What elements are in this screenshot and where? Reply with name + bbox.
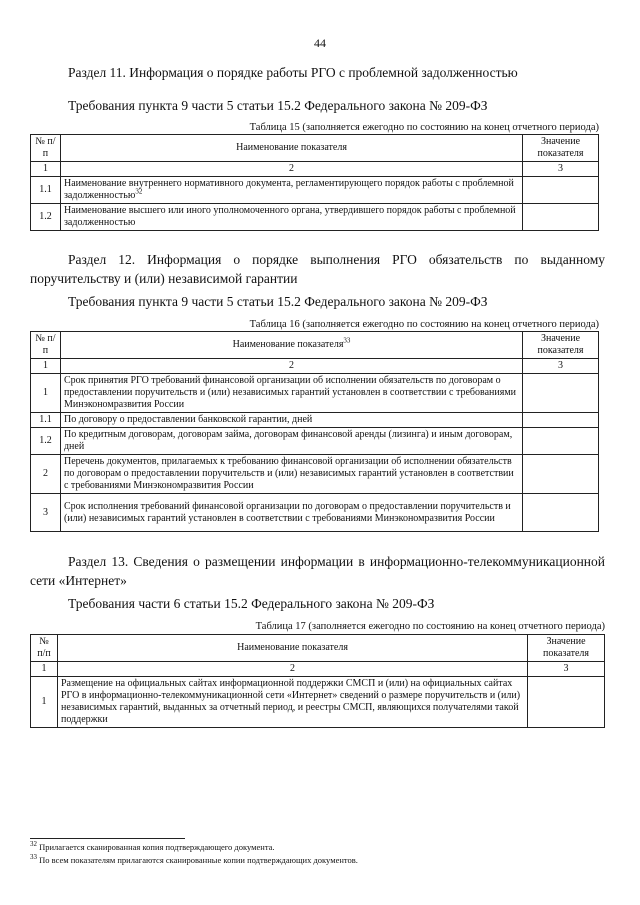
row-num: 2 <box>31 455 61 494</box>
footnote-mark: 33 <box>30 853 37 862</box>
table-16-caption: Таблица 16 (заполняется ежегодно по состоянию на конец отчетного периода) <box>249 319 599 330</box>
table-row <box>31 204 599 231</box>
row-num: 1.1 <box>31 177 61 204</box>
col-number: 1 <box>31 162 61 177</box>
section-13-requirements: Требования части 6 статьи 15.2 Федерального закона № 209-ФЗ <box>68 596 435 611</box>
row-num: 1.1 <box>31 413 61 428</box>
header-value: Значение показателя <box>523 135 599 162</box>
row-name: Наименование внутреннего нормативного документа, регламентирующего порядок работы с проблемной задолженностью$^{32}$ <box>60 177 522 204</box>
row-value <box>528 677 605 728</box>
row-name: Срок исполнения требований финансовой организации по договорам о предоставлении поручительств и (или) независимых гарантий установлен в соответствии с требованиями Минэкономразвития России <box>60 494 522 532</box>
row-name: По договору о предоставлении банковской гарантии, дней <box>60 413 522 428</box>
row-value <box>523 177 599 204</box>
footnote-mark: 32 <box>30 840 37 849</box>
row-name: Перечень документов, прилагаемых к требованию финансовой организации об исполнении обязательств по договорам о предоставлении поручительств и (или) независимых гарантий установлен в соответствии с требованиями Минэкономразвития России <box>60 455 522 494</box>
table-15 <box>30 134 599 231</box>
table-row <box>31 455 599 494</box>
col-number: 2 <box>60 162 522 177</box>
section-11-title: Раздел 11. Информация о порядке работы РГО с проблемной задолженностью <box>68 65 518 80</box>
row-num: 1 <box>31 677 58 728</box>
column-number-row <box>31 162 599 177</box>
footnote-ref: 32 <box>135 187 143 196</box>
table-header-row <box>31 332 599 359</box>
table-header-row <box>31 635 605 662</box>
table-row <box>31 494 599 532</box>
table-17 <box>30 634 605 728</box>
footnote-separator <box>30 838 185 839</box>
col-number: 2 <box>60 359 522 374</box>
row-name: По кредитным договорам, договорам займа, договорам финансовой аренды (лизинга) и иным договорам, дней <box>60 428 522 455</box>
header-num: № п/п <box>31 135 61 162</box>
col-number: 3 <box>523 162 599 177</box>
header-name: Наименование показателя <box>60 135 522 162</box>
column-number-row <box>31 359 599 374</box>
column-number-row <box>31 662 605 677</box>
table-row <box>31 177 599 204</box>
header-num: № п/п <box>31 635 58 662</box>
row-num: 3 <box>31 494 61 532</box>
header-value: Значение показателя <box>523 332 599 359</box>
row-value <box>523 455 599 494</box>
row-value <box>523 428 599 455</box>
table-15-caption: Таблица 15 (заполняется ежегодно по состоянию на конец отчетного периода) <box>249 122 599 133</box>
row-num: 1.2 <box>31 204 61 231</box>
table-row <box>31 677 605 728</box>
section-13-title: Раздел 13. Сведения о размещении информации в информационно-телекоммуникационной сети «Интернет» <box>30 554 605 588</box>
table-row <box>31 428 599 455</box>
table-16 <box>30 331 599 532</box>
col-number: 3 <box>528 662 605 677</box>
section-11-requirements: Требования пункта 9 части 5 статьи 15.2 Федерального закона № 209-ФЗ <box>68 98 488 113</box>
section-12-title: Раздел 12. Информация о порядке выполнения РГО обязательств по выданному поручительству и (или) независимой гарантии <box>30 252 605 286</box>
row-value <box>523 374 599 413</box>
row-name: Наименование высшего или иного уполномоченного органа, утвердившего порядок работы с проблемной задолженностью <box>60 204 522 231</box>
table-17-caption: Таблица 17 (заполняется ежегодно по состоянию на конец отчетного периода) <box>255 621 605 632</box>
footnote-33: $^{33}$ По всем показателям прилагаются сканированные копии подтверждающих документов. <box>30 853 358 865</box>
header-name: Наименование показателя <box>57 635 527 662</box>
col-number: 3 <box>523 359 599 374</box>
row-num: 1.2 <box>31 428 61 455</box>
header-value: Значение показателя <box>528 635 605 662</box>
table-row <box>31 413 599 428</box>
row-num: 1 <box>31 374 61 413</box>
row-name: Размещение на официальных сайтах информационной поддержки СМСП и (или) на официальных сайтах РГО в информационно-телекоммуникационной сети «Интернет» сведений о размере поручительств и (или) независимых гарантий, выданных за отчетный период, и реестры СМСП, являющихся получателями такой поддержки <box>57 677 527 728</box>
row-value <box>523 413 599 428</box>
col-number: 2 <box>57 662 527 677</box>
footnote-ref: 33 <box>343 336 351 345</box>
header-num: № п/п <box>31 332 61 359</box>
table-row <box>31 374 599 413</box>
section-12-requirements: Требования пункта 9 части 5 статьи 15.2 Федерального закона № 209-ФЗ <box>68 294 488 309</box>
table-header-row <box>31 135 599 162</box>
page-number: 44 <box>314 36 326 50</box>
footnote-32: $^{32}$ Прилагается сканированная копия подтверждающего документа. <box>30 840 275 852</box>
row-value <box>523 204 599 231</box>
col-number: 1 <box>31 359 61 374</box>
row-value <box>523 494 599 532</box>
row-name: Срок принятия РГО требований финансовой организации об исполнении обязательств по договорам о предоставлении поручительств и (или) независимых гарантий установлен в соответствии с требованиями Минэкономразвития России <box>60 374 522 413</box>
header-name: Наименование показателя$^{33}$ <box>60 332 522 359</box>
col-number: 1 <box>31 662 58 677</box>
